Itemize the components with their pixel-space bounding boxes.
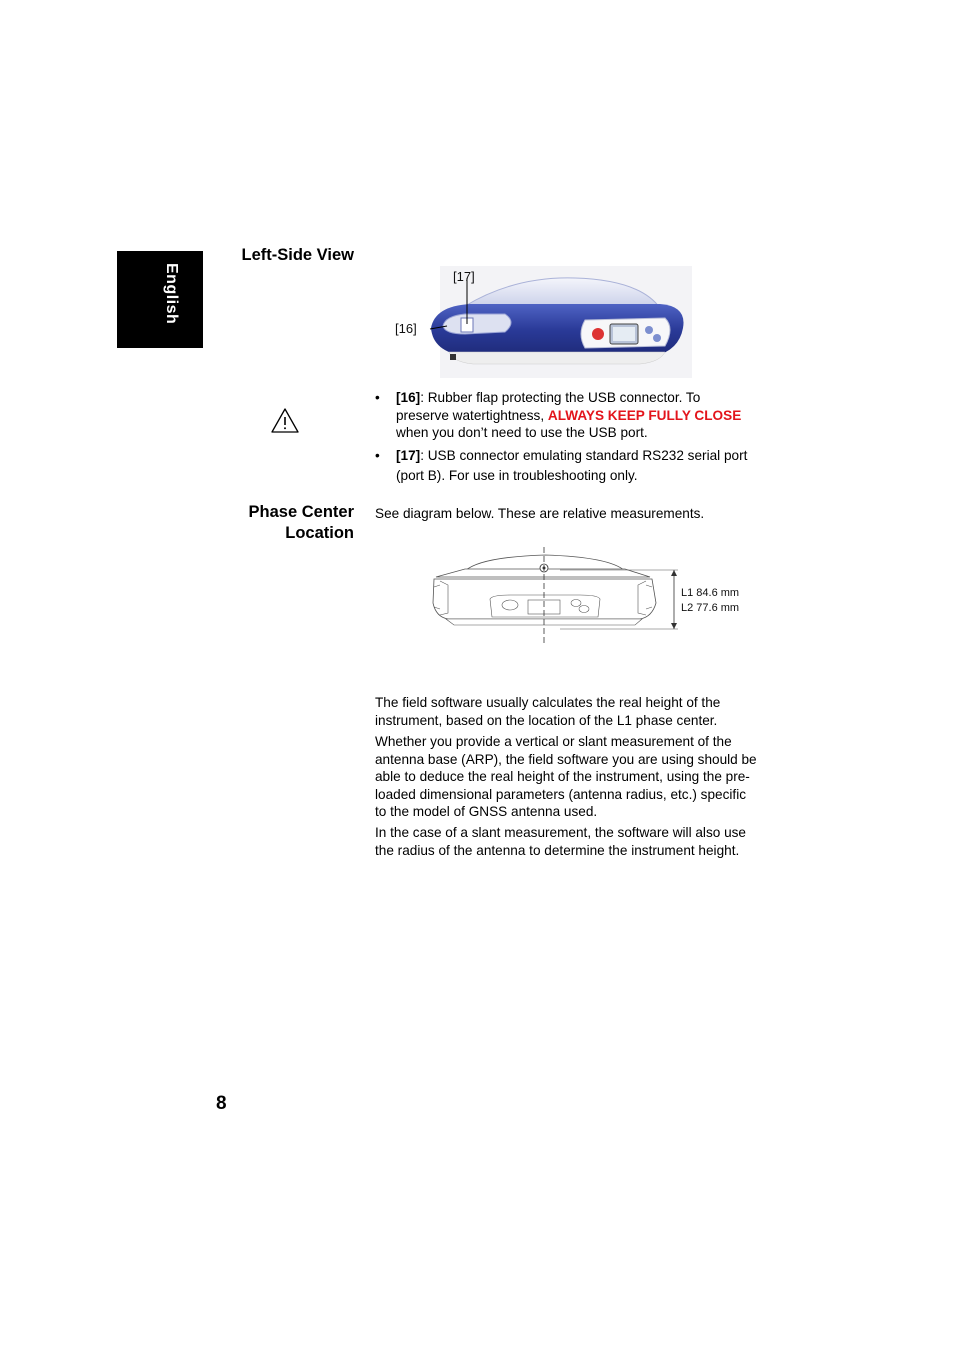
bullet-item-17: [375, 446, 755, 486]
paragraph-field-software: The field software usually calculates the real height of the instrument, based on the location of the L1 phase center.: [375, 695, 721, 728]
bullet-item-16: [375, 389, 755, 442]
bullet-text-17: : USB connector emulating standard RS232 serial port (port B). For use in troubleshooting only.: [396, 447, 748, 483]
phase-heading-line2: Location: [285, 524, 354, 542]
paragraph-slant-measurement: In the case of a slant measurement, the software will also use the radius of the antenna to determine the instrument height.: [375, 825, 746, 858]
section-heading-left-side-view: Left-Side View: [241, 246, 354, 264]
callout-17-label: [17]: [453, 269, 475, 284]
phase-intro-text: See diagram below. These are relative measurements.: [375, 506, 705, 521]
warning-text: ALWAYS KEEP FULLY CLOSE: [547, 407, 742, 423]
callout-16-label: [16]: [395, 321, 417, 336]
bullet-text-16-a: : Rubber flap protecting the USB connector. To preserve watertightness,: [396, 390, 701, 423]
left-view-bullet-list: [375, 389, 755, 490]
paragraph-vertical-slant: Whether you provide a vertical or slant measurement of the antenna base (ARP), the field software you are using should be able to deduce the real height of the instrument, using the pre-loaded dimensional parameters (antenna radius, etc.) specific to the model of GNSS antenna used.: [375, 734, 757, 820]
bullet-ref-16: [16]: [396, 390, 421, 405]
section-heading-phase-center: [220, 502, 354, 544]
phase-heading-line1: Phase Center: [248, 503, 354, 521]
language-tab-label: English: [163, 263, 180, 325]
bullet-dot: •: [375, 390, 380, 405]
warning-triangle-icon: [270, 407, 300, 434]
language-tab: [117, 251, 203, 348]
bullet-ref-17: [17]: [396, 447, 421, 463]
dimension-l1-label: L1 84.6 mm: [681, 587, 740, 599]
bullet-dot: •: [375, 447, 380, 463]
phase-center-diagram: [430, 545, 685, 648]
dimension-l2-label: L2 77.6 mm: [681, 602, 740, 614]
bullet-text-16-b: when you don’t need to use the USB port.: [396, 425, 648, 440]
page-number: 8: [216, 1093, 227, 1114]
